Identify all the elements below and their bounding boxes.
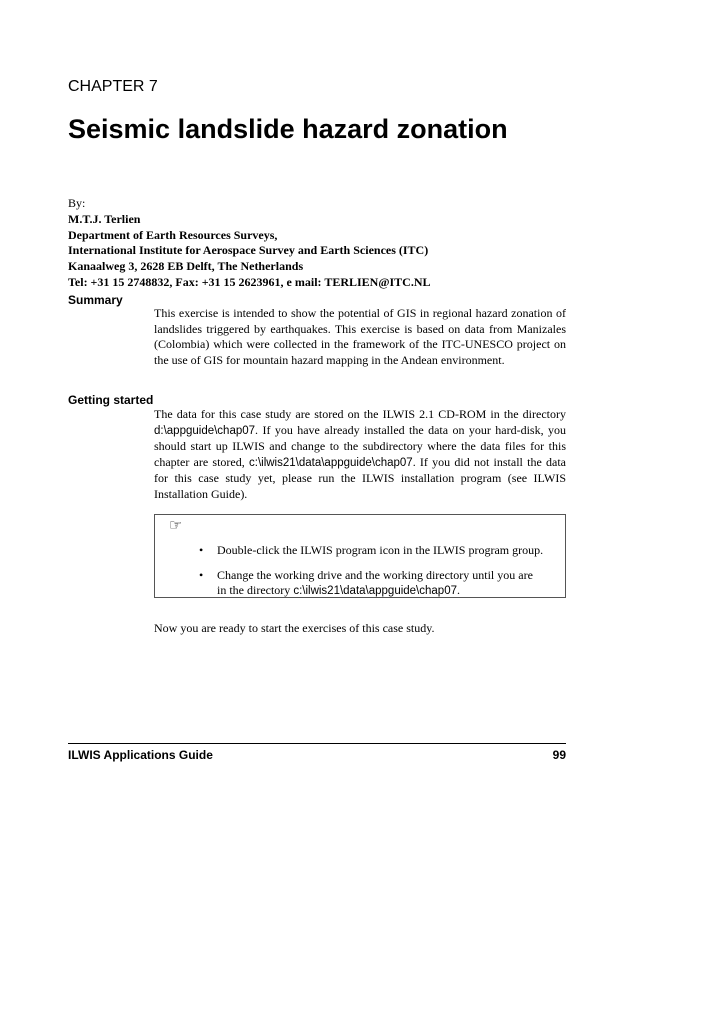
chapter-title: Seismic landslide hazard zonation [68,114,508,144]
summary-heading: Summary [68,293,123,307]
closing-text: Now you are ready to start the exercises of this case study. [154,621,435,635]
instruction-list [155,543,565,609]
footer-book-title: ILWIS Applications Guide [68,748,213,762]
instruction-box [154,514,566,598]
author-by-label: By: [68,196,86,210]
cdrom-path: d:\appguide\chap07 [154,424,256,437]
chapter-label: CHAPTER 7 [68,78,158,95]
list-item [155,543,565,559]
install-path: c:\ilwis21\data\appguide\chap07 [249,456,413,469]
getting-started-part1: The data for this case study are stored on the ILWIS 2.1 CD-ROM in the directory [154,407,566,421]
bullet-icon: • [199,567,204,582]
author-name: M.T.J. Terlien [68,211,141,226]
footer-divider [68,743,566,744]
getting-started-heading: Getting started [68,393,154,407]
page-number: 99 [552,748,566,762]
list-item [155,568,565,600]
author-contact: Tel: +31 15 2748832, Fax: +31 15 2623961, e mail: TERLIEN@ITC.NL [68,274,431,289]
summary-text: This exercise is intended to show the potential of GIS in regional hazard zonation of landslides triggered by earthquakes. This exercise is based on data from Manizales (Colombia) which were collected in the framework of the ITC-UNESCO project on the use of GIS for mountain hazard mapping in the Andean environment. [154,306,566,367]
step-1-text: Double-click the ILWIS program icon in the ILWIS program group. [217,543,544,557]
getting-started-part3: . If you did not install the data for this case study yet, please run the ILWIS installation program (see ILWIS Installation Guide). [154,454,566,501]
bullet-icon: • [199,543,204,557]
step-2-path: c:\ilwis21\data\appguide\chap07 [293,585,457,598]
author-institute: International Institute for Aerospace Survey and Earth Sciences (ITC) [68,243,429,258]
author-department: Department of Earth Resources Surveys, [68,227,278,242]
step-2-end: . [457,583,460,598]
getting-started-text [154,407,566,503]
step-2-text: Change the working drive and the working directory until you are in the directory [217,567,533,598]
author-block [68,196,588,291]
getting-started-part2: . If you have already installed the data on your hard-disk, you should start up ILWIS and change to the subdirectory where the data files for this chapter are stored, [154,422,566,469]
hand-pointing-icon: ☞ [169,516,183,534]
author-address: Kanaalweg 3, 2628 EB Delft, The Netherlands [68,259,304,274]
